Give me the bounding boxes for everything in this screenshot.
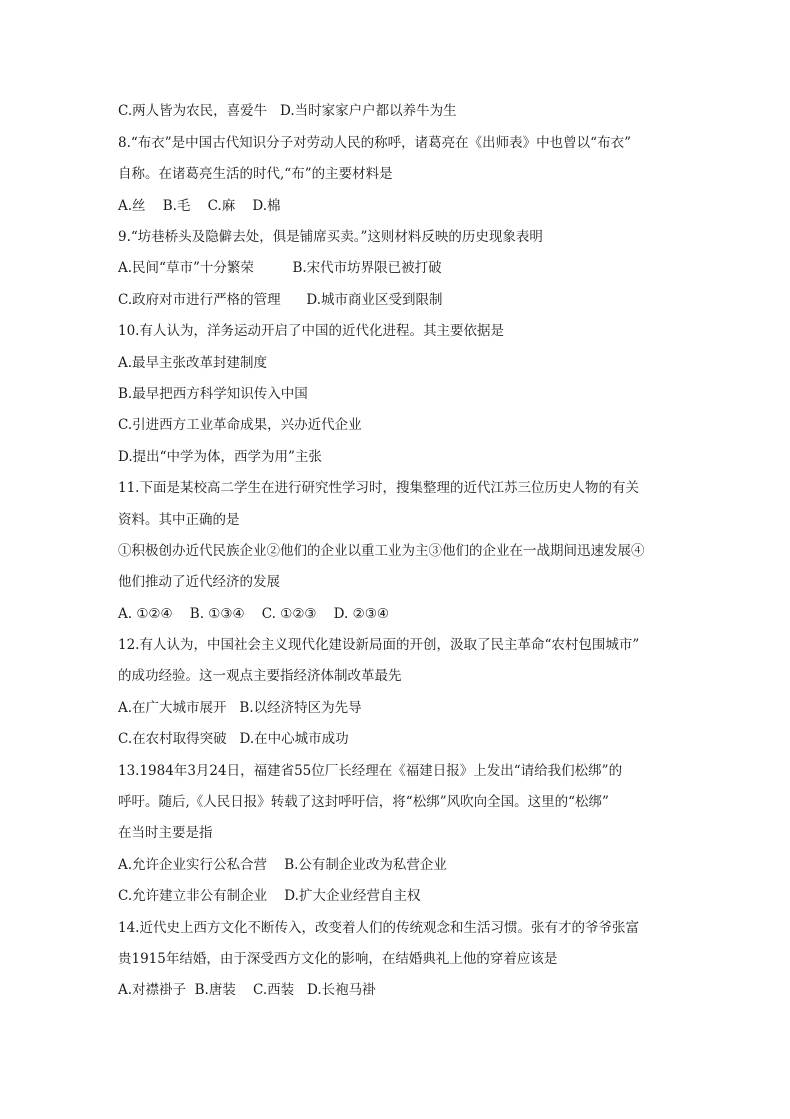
q13-options-c-d: C.允许建立非公有制企业 D.扩大企业经营自主权 — [118, 888, 421, 904]
q7-options-c-d: C.两人皆为农民，喜爱牛 D.当时家家户户都以养牛为生 — [118, 103, 457, 119]
q13-options-a-b: A.允许企业实行公私合营 B.公有制企业改为私营企业 — [118, 857, 447, 873]
q14-stem-line-2: 贵1915年结婚，由于深受西方文化的影响，在结婚典礼上他的穿着应该是 — [118, 951, 558, 967]
q10-option-d: D.提出“中学为体，西学为用”主张 — [118, 449, 322, 465]
q14-stem-line-1: 14.近代史上西方文化不断传入，改变着人们的传统观念和生活习惯。张有才的爷爷张富 — [118, 920, 639, 936]
q10-option-a: A.最早主张改革封建制度 — [118, 355, 268, 371]
q10-option-b: B.最早把西方科学知识传入中国 — [118, 386, 308, 402]
q9-options-c-d: C.政府对市进行严格的管理 D.城市商业区受到限制 — [118, 292, 443, 308]
q12-options-c-d: C.在农村取得突破 D.在中心城市成功 — [118, 731, 349, 747]
q10-stem: 10.有人认为，洋务运动开启了中国的近代化进程。其主要依据是 — [118, 323, 504, 339]
q11-stem-line-2: 资料。其中正确的是 — [118, 512, 240, 528]
q11-statements-line-1: ①积极创办近代民族企业②他们的企业以重工业为主③他们的企业在一战期间迅速发展④ — [118, 543, 645, 559]
q9-stem: 9.“坊巷桥头及隐僻去处，俱是铺席买卖。”这则材料反映的历史现象表明 — [118, 229, 543, 245]
q14-options: A.对襟褂子 B.唐装 C.西装 D.长袍马褂 — [118, 982, 376, 998]
q9-options-a-b: A.民间“草市”十分繁荣 B.宋代市坊界限已被打破 — [118, 260, 442, 276]
q11-stem-line-1: 11.下面是某校高二学生在进行研究性学习时，搜集整理的近代江苏三位历史人物的有关 — [118, 480, 639, 496]
q8-stem-line-2: 自称。在诸葛亮生活的时代,“布”的主要材料是 — [118, 166, 393, 182]
q12-stem-line-1: 12.有人认为，中国社会主义现代化建设新局面的开创，汲取了民主革命“农村包围城市” — [118, 637, 640, 653]
q13-stem-line-1: 13.1984年3月24日，福建省55位厂长经理在《福建日报》上发出“请给我们松绑”的 — [118, 763, 623, 779]
q11-options: A. ①②④ B. ①③④ C. ①②③ D. ②③④ — [118, 606, 389, 622]
q8-stem-line-1: 8.“布衣”是中国古代知识分子对劳动人民的称呼，诸葛亮在《出师表》中也曾以“布衣” — [118, 135, 631, 151]
q10-option-c: C.引进西方工业革命成果，兴办近代企业 — [118, 417, 362, 433]
q13-stem-line-2: 呼吁。随后,《人民日报》转载了这封呼吁信，将“松绑”风吹向全国。这里的“松绑” — [118, 794, 609, 810]
q13-stem-line-3: 在当时主要是指 — [118, 825, 213, 841]
q12-options-a-b: A.在广大城市展开 B.以经济特区为先导 — [118, 700, 362, 716]
q8-options: A.丝 B.毛 C.麻 D.棉 — [118, 198, 281, 214]
q11-statements-line-2: 他们推动了近代经济的发展 — [118, 574, 280, 590]
q12-stem-line-2: 的成功经验。这一观点主要指经济体制改革最先 — [118, 668, 402, 684]
